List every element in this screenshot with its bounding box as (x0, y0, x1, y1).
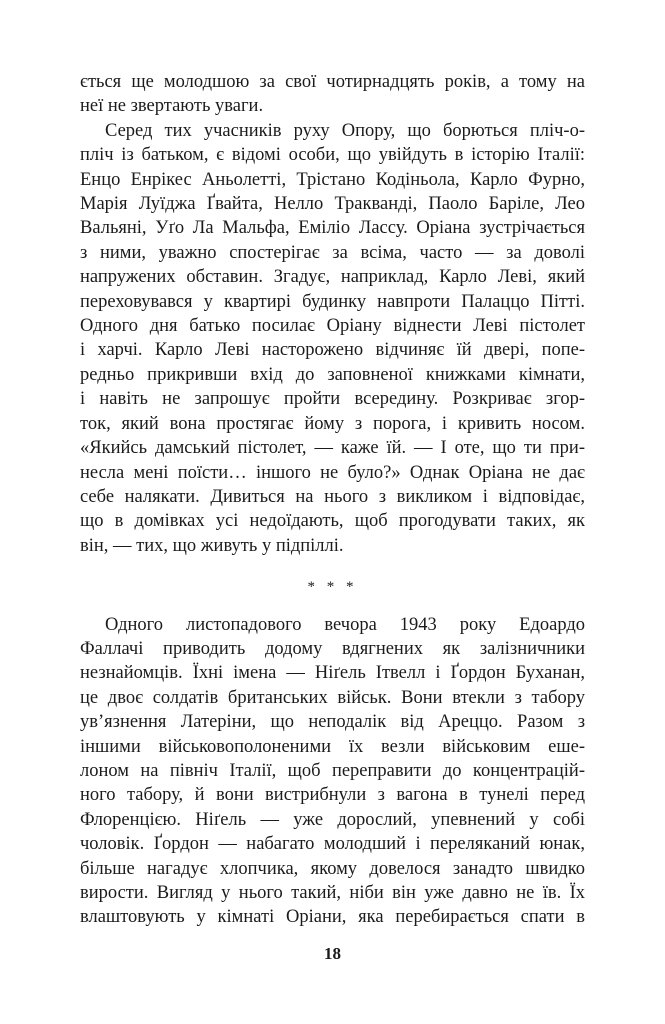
text-line: чоловік. Ґордон — набагато молодший і переляканий юнак, (80, 834, 585, 855)
page-number: 18 (324, 944, 341, 963)
text-line: іншими військовополоненими їх везли військовим еше- (80, 736, 585, 757)
text-line: себе налякати. Дивиться на нього з викликом і відповідає, (80, 486, 585, 507)
text-line: Флоренцією. Ніґель — уже дорослий, упевнений у собі (80, 809, 585, 830)
text-line: пліч із батьком, є відомі особи, що увійдуть в історію Італії: (80, 145, 585, 166)
page-text (80, 70, 585, 930)
paragraph (80, 119, 585, 558)
text-line: вирости. Вигляд у нього такий, ніби він уже давно не їв. Їх (80, 883, 585, 903)
text-line: ного табору, й вони вистрибнули з вагона в тунелі перед (80, 785, 585, 806)
text-line: Одного листопадового вечора 1943 року Едоардо (105, 614, 585, 635)
section-separator: * * * (307, 579, 358, 596)
text-line: переховувався у квартирі будинку навпроти Палаццо Пітті. (80, 291, 585, 312)
text-line: Енцо Енрікес Аньолетті, Трістано Кодіньола, Карло Фурно, (80, 169, 585, 190)
text-line: незнайомців. Їхні імена — Ніґель Ітвелл і Ґордон Буханан, (80, 663, 585, 684)
text-line: більше нагадує хлопчика, якому довелося занадто швидко (80, 858, 585, 879)
text-line: що в домівках усі недоїдають, щоб прогодувати таких, як (80, 511, 585, 532)
text-line: це двоє солдатів британських військ. Вони втекли з табору (80, 687, 585, 708)
text-line: він, — тих, що живуть у підпіллі. (80, 535, 344, 556)
text-line: неї не звертають уваги. (80, 96, 264, 117)
text-line: ток, який вона простягає йому з порога, і кривить носом. (80, 413, 585, 434)
text-line: Серед тих учасників руху Опору, що борються пліч-о- (105, 120, 585, 141)
text-line: несла мені поїсти… іншого не було?» Однак Оріана не дає (80, 462, 585, 483)
text-line: лоном на північ Італії, щоб переправити до концентрацій- (80, 760, 585, 781)
text-line: ув’язнення Латеріни, що неподалік від Ареццо. Разом з (80, 712, 585, 733)
text-line: ється ще молодшою за свої чотирнадцять років, а тому на (80, 72, 585, 92)
text-line: і навіть не запрошує пройти всередину. Розкриває згор- (80, 389, 585, 410)
text-line: Фаллачі приводить додому вдягнених як залізничники (80, 638, 585, 659)
text-line: Одного дня батько посилає Оріану віднести Леві пістолет (80, 316, 585, 337)
text-line: редньо прикривши вхід до заповненої книжками кімнати, (80, 364, 585, 385)
text-line: напружених обставин. Згадує, наприклад, Карло Леві, який (80, 267, 585, 288)
text-line: влаштовують у кімнаті Оріани, яка перебирається спати в (80, 907, 585, 928)
text-line: Вальяні, Уґо Ла Мальфа, Еміліо Лассу. Оріана зустрічається (80, 218, 585, 239)
text-line: «Якийсь дамський пістолет, — каже їй. — І оте, що ти при- (80, 438, 585, 459)
paragraph (80, 70, 585, 119)
text-line: з ними, уважно спостерігає за всіма, часто — за доволі (80, 242, 585, 263)
text-line: Марія Луїджа Ґвайта, Нелло Тракванді, Паоло Баріле, Лео (80, 194, 585, 215)
paragraph (80, 613, 585, 930)
text-line: і харчі. Карло Леві насторожено відчиняє їй двері, попе- (80, 340, 585, 361)
